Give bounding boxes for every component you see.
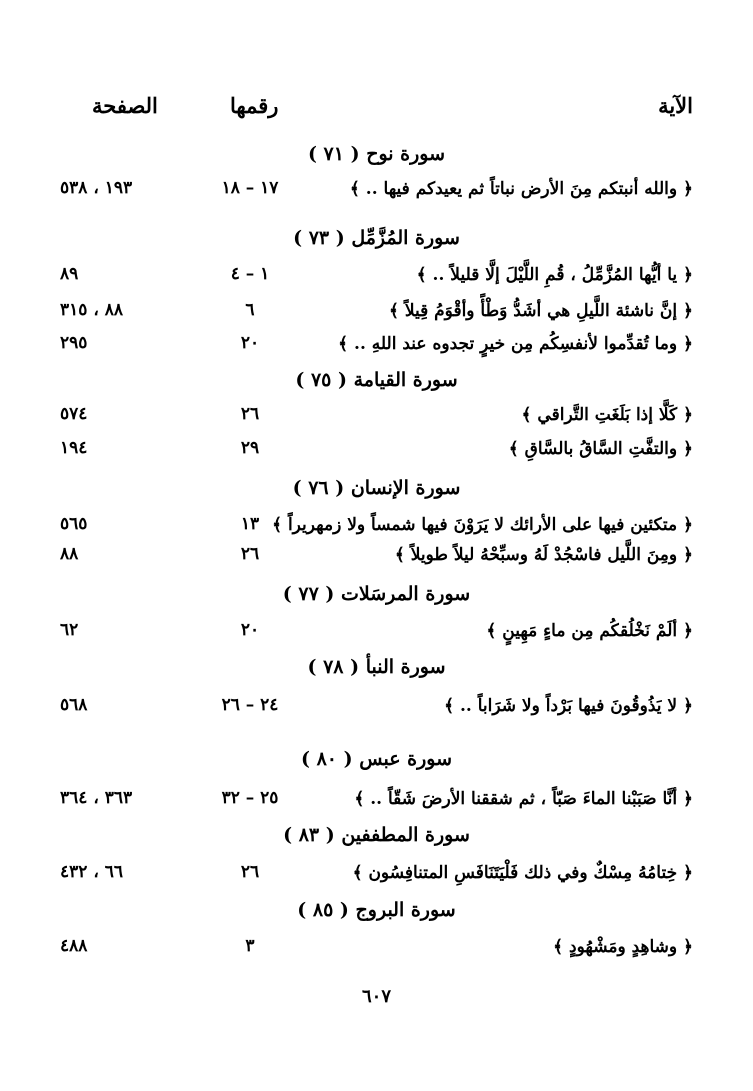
verse-number: ١٧ – ١٨ [221, 178, 279, 198]
page-reference: ٤٨٨ [60, 936, 88, 956]
verse-number: ٣ [245, 936, 255, 956]
page-number: ٦٠٧ [361, 986, 391, 1007]
surah-title: سورة الإنسان ( ٧٦ ) [292, 477, 461, 499]
verse-number: ١٣ [240, 514, 260, 534]
verse-number: ٢٠ [240, 333, 260, 353]
surah-title: سورة النبأ ( ٧٨ ) [307, 656, 446, 678]
verse-text: ﴿ لا يَذُوقُونَ فيها بَرْداً ولا شَرَاباً .. ﴾ [444, 696, 693, 716]
verse-number: ٢٤ – ٢٦ [221, 695, 279, 715]
verse-number: ٢٠ [240, 620, 260, 640]
verse-text: ﴿ إنَّ ناشئة اللَّيلِ هي أشَدُّ وَطْأً وأقْوَمُ قِيلاً ﴾ [388, 301, 693, 321]
verse-number: ٢٦ [240, 544, 260, 564]
surah-title: سورة القيامة ( ٧٥ ) [295, 369, 458, 391]
verse-number: ١ – ٤ [230, 264, 270, 284]
verse-number: ٢٥ – ٣٢ [221, 788, 279, 808]
surah-title: سورة المُزَّمِّل ( ٧٣ ) [293, 227, 460, 249]
verse-text: ﴿ والله أنبتكم مِنَ الأرض نباتاً ثم يعيدكم فيها .. ﴾ [349, 179, 693, 199]
surah-title: سورة المرسَلات ( ٧٧ ) [282, 583, 471, 605]
page-reference: ١٩٤ [60, 438, 88, 458]
surah-title: سورة البروج ( ٨٥ ) [297, 899, 456, 921]
page-reference: ٨٩ [60, 264, 79, 284]
column-header-number: رقمها [230, 93, 279, 118]
verse-number: ٢٦ [240, 404, 260, 424]
page-reference: ٥٧٤ [60, 404, 88, 424]
page-reference: ٦٦ ، ٤٣٢ [60, 862, 123, 882]
verse-text: ﴿ والتفَّتِ السَّاقُ بالسَّاقِ ﴾ [508, 439, 693, 459]
verse-text: ﴿ خِتامُهُ مِسْكٌ وفي ذلك فَلْيَتَنَافَسِ المتنافِسُون ﴾ [352, 863, 693, 883]
page-reference: ٨٨ ، ٣١٥ [60, 300, 123, 320]
column-header-page: الصفحة [92, 93, 158, 118]
verse-text: ﴿ يا أيُّها المُزَّمِّلُ ، قُمِ اللَّيْلَ إلَّا قليلاً .. ﴾ [416, 265, 693, 285]
verse-text: ﴿ وشاهِدٍ ومَشْهُودٍ ﴾ [553, 937, 693, 957]
column-header-verse: الآية [658, 93, 693, 118]
page-reference: ٥٦٨ [60, 695, 88, 715]
verse-number: ٦ [245, 300, 255, 320]
page-reference: ٨٨ [60, 544, 79, 564]
verse-number: ٢٦ [240, 862, 260, 882]
verse-text: ﴿ أنَّا صَبَبْنا الماءَ صَبّاً ، ثم شققنا الأرضَ شَقّاً .. ﴾ [354, 789, 693, 809]
surah-title: سورة نوح ( ٧١ ) [307, 143, 446, 165]
page-reference: ٣٦٣ ، ٣٦٤ [60, 788, 133, 808]
verse-text: ﴿ وما تُقدِّموا لأنفسِكُم مِن خيرٍ تجدوه عند اللهِ .. ﴾ [338, 334, 693, 354]
verse-text: ﴿ ومِنَ اللَّيل فاسْجُدْ لَهُ وسبِّحْهُ ليلاً طويلاً ﴾ [394, 545, 693, 565]
page-reference: ٥٦٥ [60, 514, 88, 534]
verse-text: ﴿ كَلَّا إذا بَلَغَتِ التَّراقي ﴾ [521, 405, 693, 425]
verse-number: ٢٩ [240, 438, 260, 458]
page-reference: ٢٩٥ [60, 333, 88, 353]
verse-text: ﴿ ألَمْ نَخْلُقكُم مِن ماءٍ مَهِينٍ ﴾ [486, 621, 693, 641]
surah-title: سورة المطففين ( ٨٣ ) [283, 824, 470, 846]
surah-title: سورة عبس ( ٨٠ ) [300, 748, 453, 770]
verse-text: ﴿ متكئين فيها على الأرائك لا يَرَوْنَ فيها شمساً ولا زمهريراً ﴾ [272, 515, 693, 535]
page-reference: ٦٢ [60, 620, 79, 640]
page-reference: ١٩٣ ، ٥٣٨ [60, 178, 133, 198]
